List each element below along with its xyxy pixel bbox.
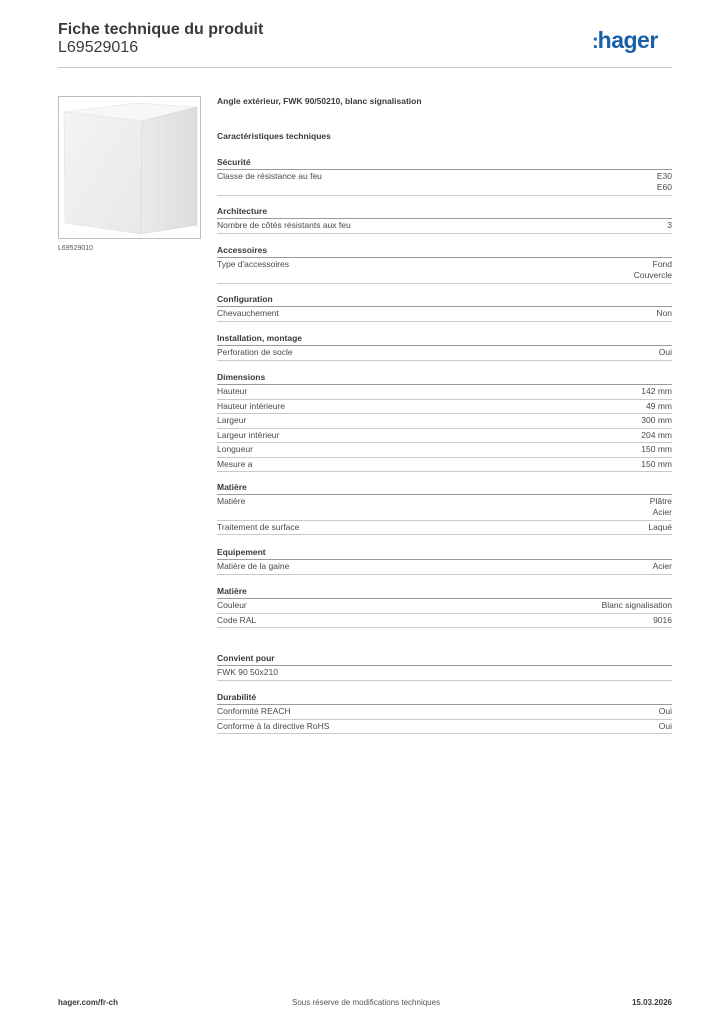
spec-row — [217, 385, 672, 400]
spec-values — [659, 706, 672, 717]
product-description: Angle extérieur, FWK 90/50210, blanc signalisation — [217, 96, 422, 106]
footer-website[interactable]: hager.com/fr-ch — [58, 998, 119, 1007]
spec-label: Traitement de surface — [217, 521, 300, 532]
spec-values — [659, 721, 672, 732]
header-divider — [58, 67, 672, 68]
spec-row — [217, 458, 672, 473]
spec-row — [217, 219, 672, 234]
spec-label: Classe de résistance au feu — [217, 171, 322, 181]
section-title: Matière — [217, 481, 672, 495]
spec-row — [217, 495, 672, 521]
spec-label: Nombre de côtés résistants aux feu — [217, 220, 351, 230]
spec-value: E60 — [656, 182, 672, 192]
spec-row — [217, 307, 672, 322]
spec-values — [653, 615, 672, 626]
spec-label: Code RAL — [217, 614, 257, 625]
spec-row — [217, 400, 672, 415]
spec-label: Perforation de socle — [217, 347, 293, 357]
tech-section-title: Caractéristiques techniques — [217, 131, 331, 141]
footer-date: 15.03.2026 — [631, 998, 672, 1007]
spec-values — [641, 444, 672, 455]
product-image-code: L69529010 — [58, 245, 94, 252]
spec-label: Matière — [217, 496, 246, 506]
spec-row — [217, 599, 672, 614]
spec-row — [217, 429, 672, 444]
spec-label: Mesure a — [217, 458, 253, 469]
section-title: Dimensions — [217, 371, 672, 385]
section-title: Sécurité — [217, 156, 672, 170]
spec-label: Conforme à la directive RoHS — [217, 720, 330, 731]
spec-label: FWK 90 50x210 — [217, 667, 278, 677]
product-reference: L69529016 — [58, 39, 139, 56]
spec-label: Type d'accessoires — [217, 259, 290, 269]
spec-value: Fond — [652, 259, 672, 269]
section-title: Architecture — [217, 205, 672, 219]
spec-value: 9016 — [653, 614, 672, 625]
spec-value: Plâtre — [649, 496, 672, 506]
spec-label: Longueur — [217, 444, 253, 454]
logo-mark: : — [592, 31, 598, 53]
spec-label: Couleur — [217, 600, 247, 610]
spec-values — [653, 561, 672, 572]
spec-label: Chevauchement — [217, 308, 279, 318]
spec-value: Blanc signalisation — [601, 600, 672, 610]
spec-row — [217, 258, 672, 284]
spec-label: Hauteur — [217, 386, 248, 396]
spec-values — [650, 496, 672, 518]
spec-values — [667, 220, 672, 231]
spec-row — [217, 720, 672, 735]
spec-value: 204 mm — [641, 429, 672, 440]
section-title: Configuration — [217, 293, 672, 307]
spec-value: 150 mm — [641, 444, 672, 454]
spec-value: Non — [656, 308, 672, 318]
header-title: Fiche technique du produit — [58, 21, 264, 38]
spec-value: Oui — [658, 720, 672, 731]
hager-logo[interactable] — [592, 27, 658, 54]
spec-row — [217, 614, 672, 629]
spec-value: 142 mm — [641, 386, 672, 396]
section-title: Matière — [217, 585, 672, 599]
section-title: Installation, montage — [217, 332, 672, 346]
spec-value: Laqué — [648, 521, 672, 532]
spec-label: Conformité REACH — [217, 706, 291, 716]
section-title: Durabilité — [217, 691, 672, 705]
spec-values — [648, 522, 672, 533]
spec-row — [217, 560, 672, 575]
spec-value: 3 — [667, 220, 672, 230]
spec-values — [641, 415, 672, 426]
spec-values — [659, 347, 672, 358]
spec-row — [217, 346, 672, 361]
section-title: Accessoires — [217, 244, 672, 258]
spec-value: 150 mm — [641, 458, 672, 469]
section-title: Equipement — [217, 546, 672, 560]
spec-value: 49 mm — [646, 400, 672, 411]
spec-values — [641, 386, 672, 397]
spec-value: Couvercle — [633, 270, 672, 280]
logo-text: hager — [597, 27, 658, 53]
spec-row — [217, 170, 672, 196]
spec-values — [634, 259, 672, 281]
product-image — [59, 97, 200, 238]
spec-row — [217, 666, 672, 681]
spec-values — [657, 171, 672, 193]
spec-values — [646, 401, 672, 412]
spec-values — [641, 430, 672, 441]
spec-value: Oui — [658, 706, 672, 716]
spec-label: Largeur intérieur — [217, 429, 280, 440]
spec-values — [656, 308, 672, 319]
spec-value: Acier — [652, 507, 672, 517]
spec-value: Acier — [652, 561, 672, 571]
spec-values — [641, 459, 672, 470]
spec-row — [217, 414, 672, 429]
footer-notice: Sous réserve de modifications techniques — [292, 998, 441, 1007]
spec-row — [217, 521, 672, 536]
spec-label: Hauteur intérieure — [217, 400, 286, 411]
spec-label: Matière de la gaine — [217, 561, 290, 571]
section-title: Convient pour — [217, 652, 672, 666]
spec-label: Largeur — [217, 415, 247, 425]
spec-row — [217, 443, 672, 458]
product-image-frame — [58, 96, 201, 239]
spec-row — [217, 705, 672, 720]
spec-value: E30 — [656, 171, 672, 181]
spec-value: Oui — [658, 347, 672, 357]
spec-values — [602, 600, 672, 611]
spec-value: 300 mm — [641, 415, 672, 425]
